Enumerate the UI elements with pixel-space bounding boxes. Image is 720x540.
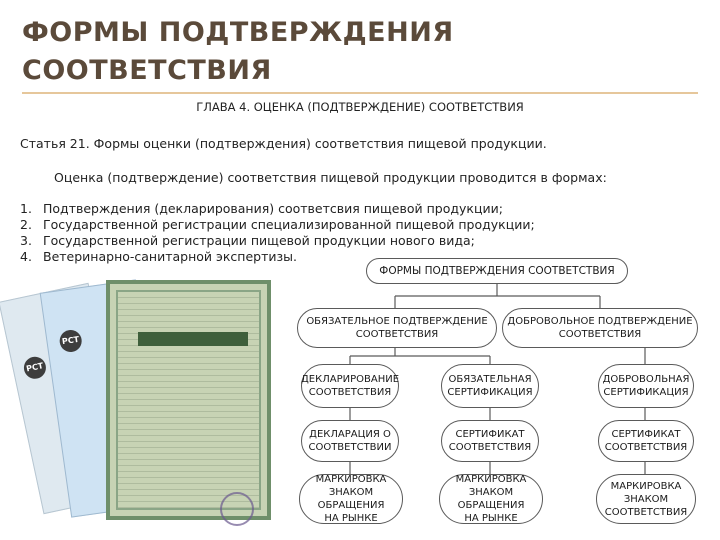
list-item-text: Государственной регистрации специализированной пищевой продукции; bbox=[43, 217, 535, 232]
node-certificate-mandatory: СЕРТИФИКАТ СООТВЕТСТВИЯ bbox=[441, 420, 539, 462]
node-voluntary-certification: ДОБРОВОЛЬНАЯ СЕРТИФИКАЦИЯ bbox=[598, 364, 694, 408]
chapter-heading: ГЛАВА 4. ОЦЕНКА (ПОДТВЕРЖДЕНИЕ) СООТВЕТСТВИЯ bbox=[196, 100, 524, 114]
list-item-number: 4. bbox=[20, 249, 32, 264]
slide-title: ФОРМЫ ПОДТВЕРЖДЕНИЯ СООТВЕТСТВИЯ bbox=[22, 17, 454, 86]
node-root: ФОРМЫ ПОДТВЕРЖДЕНИЯ СООТВЕТСТВИЯ bbox=[366, 258, 628, 284]
list-item-number: 3. bbox=[20, 233, 32, 248]
list-item-text: Ветеринарно-санитарной экспертизы. bbox=[43, 249, 297, 264]
node-voluntary-confirmation: ДОБРОВОЛЬНОЕ ПОДТВЕРЖДЕНИЕ СООТВЕТСТВИЯ bbox=[502, 308, 698, 348]
node-marking-conformity: МАРКИРОВКА ЗНАКОМ СООТВЕТСТВИЯ bbox=[596, 474, 696, 524]
node-declaration-document: ДЕКЛАРАЦИЯ О СООТВЕТСТВИИ bbox=[301, 420, 399, 462]
list-item-number: 2. bbox=[20, 217, 32, 232]
article-heading: Статья 21. Формы оценки (подтверждения) соответствия пищевой продукции. bbox=[20, 136, 547, 151]
list-item-number: 1. bbox=[20, 201, 32, 216]
intro-text: Оценка (подтверждение) соответствия пищевой продукции проводится в формах: bbox=[54, 170, 607, 185]
list-item-text: Государственной регистрации пищевой продукции нового вида; bbox=[43, 233, 475, 248]
node-declaration: ДЕКЛАРИРОВАНИЕ СООТВЕТСТВИЯ bbox=[301, 364, 399, 408]
list-item-text: Подтверждения (декларирования) соответсвия пищевой продукции; bbox=[43, 201, 503, 216]
node-mandatory-certification: ОБЯЗАТЕЛЬНАЯ СЕРТИФИКАЦИЯ bbox=[441, 364, 539, 408]
rst-logo-icon: РСТ bbox=[58, 329, 83, 354]
node-marking-circulation: МАРКИРОВКА ЗНАКОМ ОБРАЩЕНИЯ НА РЫНКЕ bbox=[439, 474, 543, 524]
rst-logo-icon: РСТ bbox=[22, 355, 48, 381]
node-mandatory-confirmation: ОБЯЗАТЕЛЬНОЕ ПОДТВЕРЖДЕНИЕ СООТВЕТСТВИЯ bbox=[297, 308, 497, 348]
node-marking-circulation: МАРКИРОВКА ЗНАКОМ ОБРАЩЕНИЯ НА РЫНКЕ bbox=[299, 474, 403, 524]
node-certificate-voluntary: СЕРТИФИКАТ СООТВЕТСТВИЯ bbox=[598, 420, 694, 462]
